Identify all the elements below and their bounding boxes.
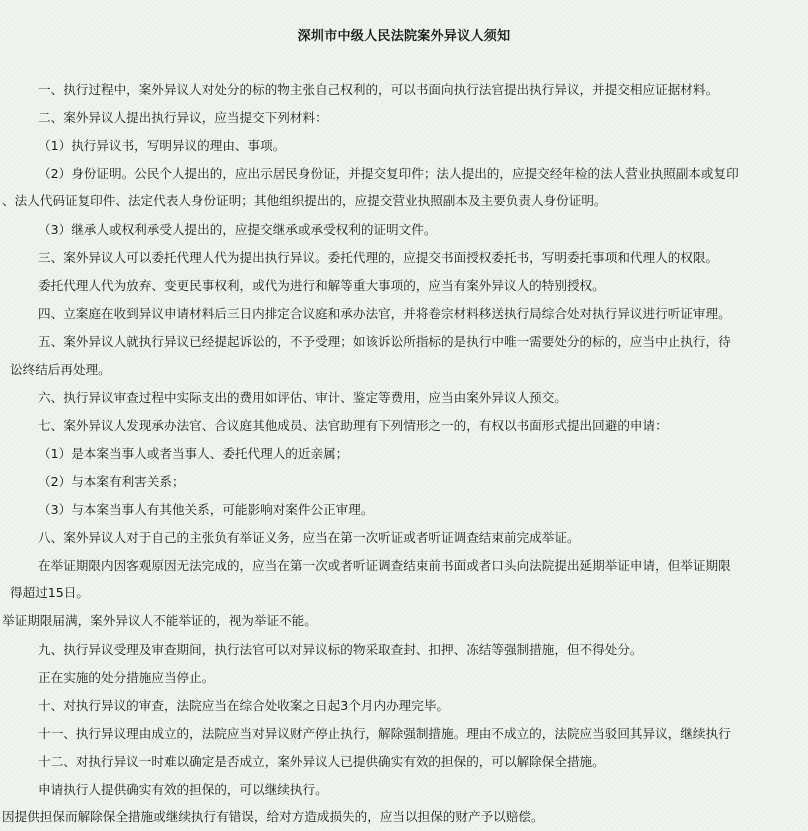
paragraph-line: 五、案外异议人就执行异议已经提起诉讼的，不予受理；如该诉讼所指标的是执行中唯一需要处分的标的，应当中止执行，待 [38, 334, 731, 349]
paragraph-line: 四、立案庭在收到异议申请材料后三日内排定合议庭和承办法官，并将卷宗材料移送执行局综合处对执行异议进行听证审理。 [38, 306, 731, 321]
paragraph-line: 举证期限届满，案外异议人不能举证的，视为举证不能。 [2, 613, 317, 628]
paragraph-line: （3）与本案当事人有其他关系，可能影响对案件公正审理。 [38, 502, 374, 517]
paragraph-line: 二、案外异议人提出执行异议，应当提交下列材料： [38, 110, 328, 125]
paragraph-line: 一、执行过程中，案外异议人对处分的标的物主张自己权利的，可以书面向执行法官提出执行异议，并提交相应证据材料。 [38, 82, 719, 97]
paragraph-line: 九、执行异议受理及审查期间，执行法官可以对异议标的物采取查封、扣押、冻结等强制措施，但不得处分。 [38, 642, 643, 657]
paragraph-line: （1）是本案当事人或者当事人、委托代理人的近亲属； [38, 446, 349, 461]
paragraph-line: 六、执行异议审查过程中实际支出的费用如评估、审计、鉴定等费用，应当由案外异议人预交。 [38, 390, 567, 405]
paragraph-line: 申请执行人提供确实有效的担保的，可以继续执行。 [38, 782, 328, 797]
paragraph-line: 委托代理人代为放弃、变更民事权利，或代为进行和解等重大事项的，应当有案外异议人的特别授权。 [38, 278, 605, 293]
paragraph-line: 讼终结后再处理。 [10, 362, 111, 377]
paragraph-line: 得超过15日。 [10, 585, 89, 600]
paragraph-line: 因提供担保而解除保全措施或继续执行有错误，给对方造成损失的，应当以担保的财产予以赔偿。 [2, 809, 544, 824]
paragraph-line: （1）执行异议书，写明异议的理由、事项。 [38, 138, 286, 153]
paragraph-line: 八、案外异议人对于自己的主张负有举证义务，应当在第一次听证或者听证调查结束前完成举证。 [38, 530, 580, 545]
paragraph-line: 三、案外异议人可以委托代理人代为提出执行异议。委托代理的，应提交书面授权委托书，写明委托事项和代理人的权限。 [38, 250, 719, 265]
paragraph-line: 十、对执行异议的审查，法院应当在综合处收案之日起3个月内办理完毕。 [38, 698, 450, 713]
paragraph-line: （2）与本案有利害关系； [38, 474, 185, 489]
paragraph-line: 、法人代码证复印件、法定代表人身份证明；其他组织提出的，应提交营业执照副本及主要负责人身份证明。 [2, 193, 607, 208]
paragraph-line: 十二、对执行异议一时难以确定是否成立，案外异议人已提供确实有效的担保的，可以解除保全措施。 [38, 754, 605, 769]
paragraph-line: 正在实施的处分措施应当停止。 [38, 670, 215, 685]
paragraph-line: 在举证期限内因客观原因无法完成的，应当在第一次或者听证调查结束前书面或者口头向法院提出延期举证申请，但举证期限 [38, 558, 731, 573]
paragraph-line: （3）继承人或权利承受人提出的，应提交继承或承受权利的证明文件。 [38, 222, 437, 237]
page-title: 深圳市中级人民法院案外异议人须知 [297, 29, 511, 44]
paragraph-line: （2）身份证明。公民个人提出的，应出示居民身份证，并提交复印件；法人提出的，应提交经年检的法人营业执照副本或复印 [38, 166, 739, 181]
paragraph-line: 十一、执行异议理由成立的，法院应当对异议财产停止执行，解除强制措施。理由不成立的，法院应当驳回其异议，继续执行 [38, 726, 731, 741]
paragraph-line: 七、案外异议人发现承办法官、合议庭其他成员、法官助理有下列情形之一的，有权以书面形式提出回避的申请： [38, 418, 668, 433]
